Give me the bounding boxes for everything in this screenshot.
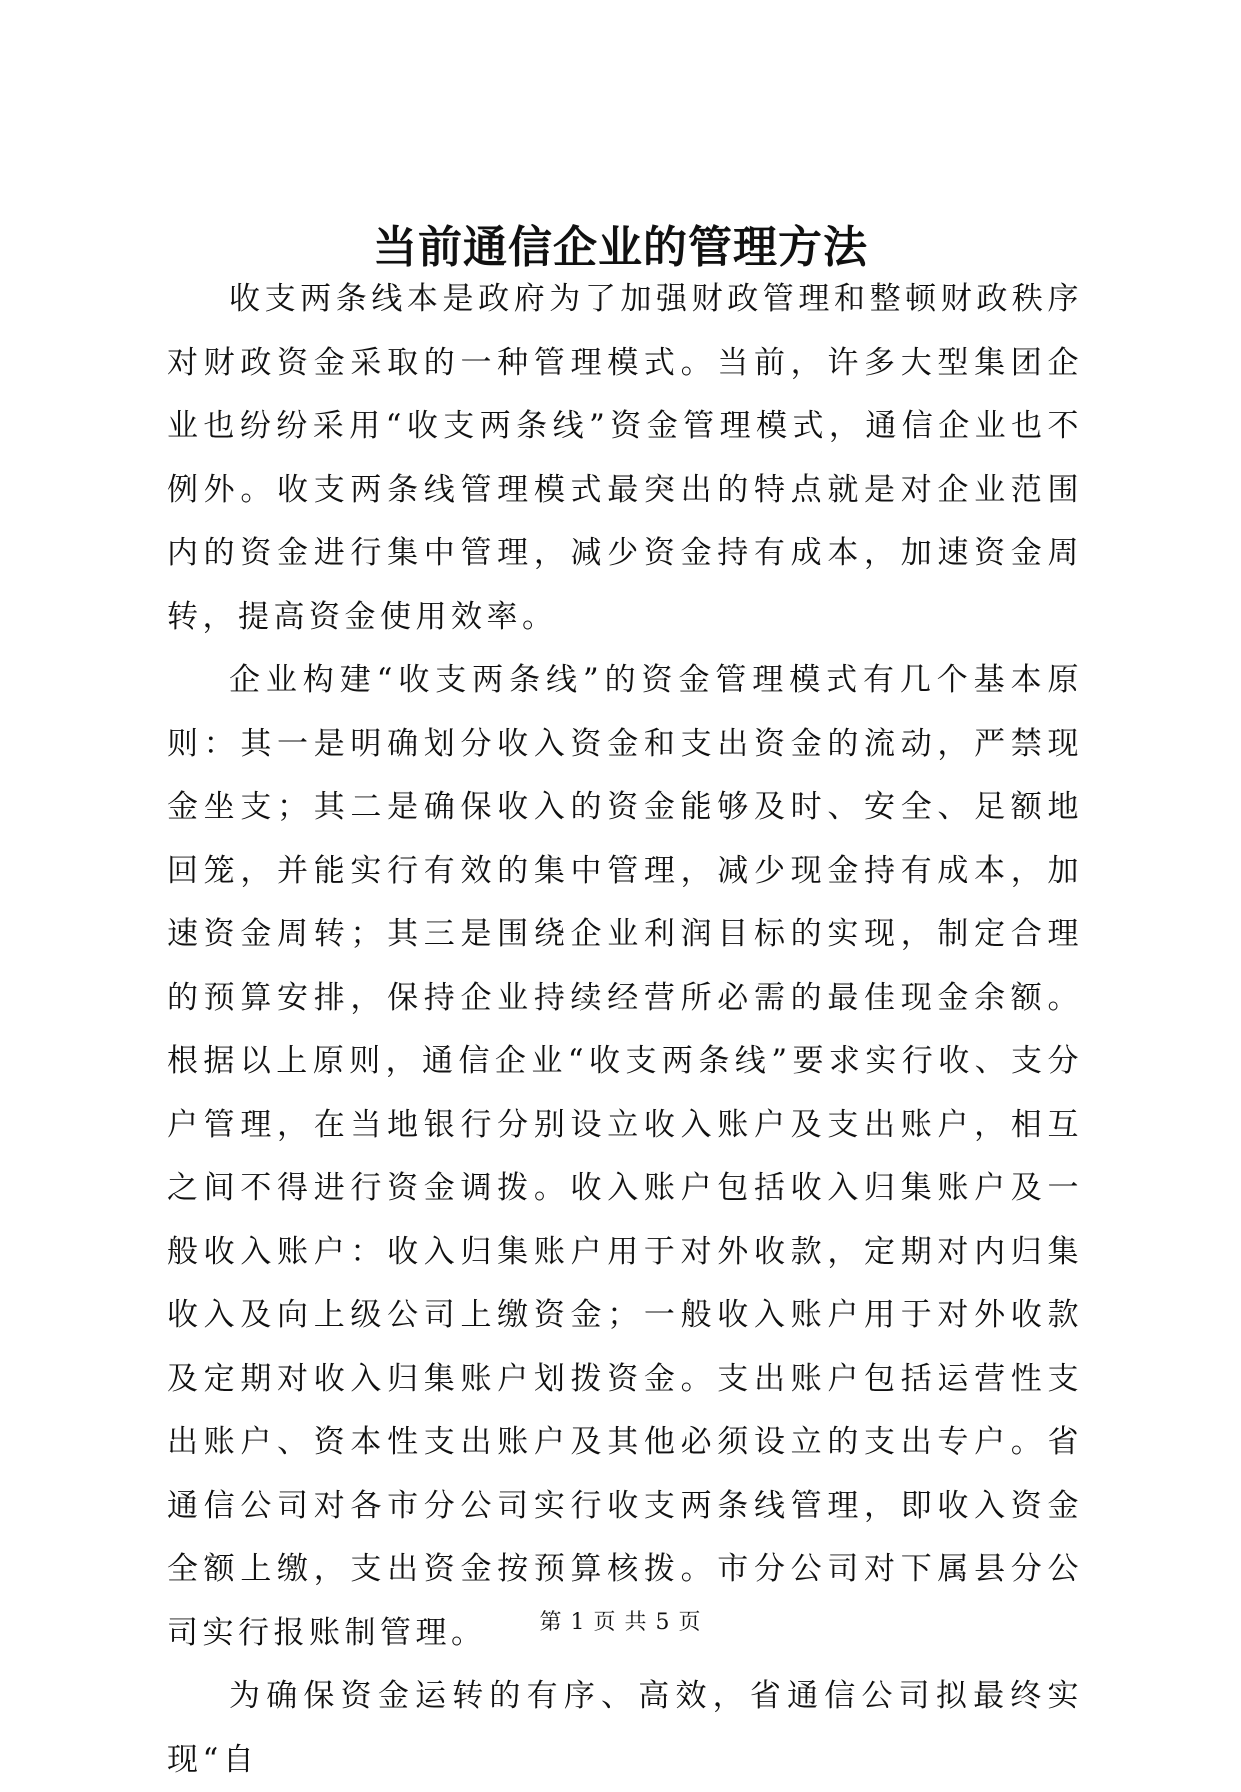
page-footer: 第 1 页 共 5 页 (539, 1610, 702, 1635)
paragraph-3: 为确保资金运转的有序、高效，省通信公司拟最终实现“自 (167, 1678, 1083, 1778)
paragraph-1: 收支两条线本是政府为了加强财政管理和整顿财政秩序对财政资金采取的一种管理模式。当前，许多大型集团企业也纷纷采用“收支两条线”资金管理模式，通信企业也不例外。收支两条线管理模式最突出的特点就是对企业范围内的资金进行集中管理，减少资金持有成本，加速资金周转，提高资金使用效率。 (167, 281, 1083, 635)
document-title: 当前通信企业的管理方法 (373, 222, 868, 273)
paragraph-2: 企业构建“收支两条线”的资金管理模式有几个基本原则：其一是明确划分收入资金和支出资金的流动，严禁现金坐支；其二是确保收入的资金能够及时、安全、足额地回笼，并能实行有效的集中管理，减少现金持有成本，加速资金周转；其三是围绕企业利润目标的实现，制定合理的预算安排，保持企业持续经营所必需的最佳现金余额。根据以上原则，通信企业“收支两条线”要求实行收、支分户管理，在当地银行分别设立收入账户及支出账户，相互之间不得进行资金调拨。收入账户包括收入归集账户及一般收入账户：收入归集账户用于对外收款，定期对内归集收入及向上级公司上缴资金；一般收入账户用于对外收款及定期对收入归集账户划拨资金。支出账户包括运营性支出账户、资本性支出账户及其他必须设立的支出专户。省通信公司对各市分公司实行收支两条线管理，即收入资金全额上缴，支出资金按预算核拨。市分公司对下属县分公司实行报账制管理。 (167, 662, 1083, 1651)
document-body (167, 268, 1083, 1792)
